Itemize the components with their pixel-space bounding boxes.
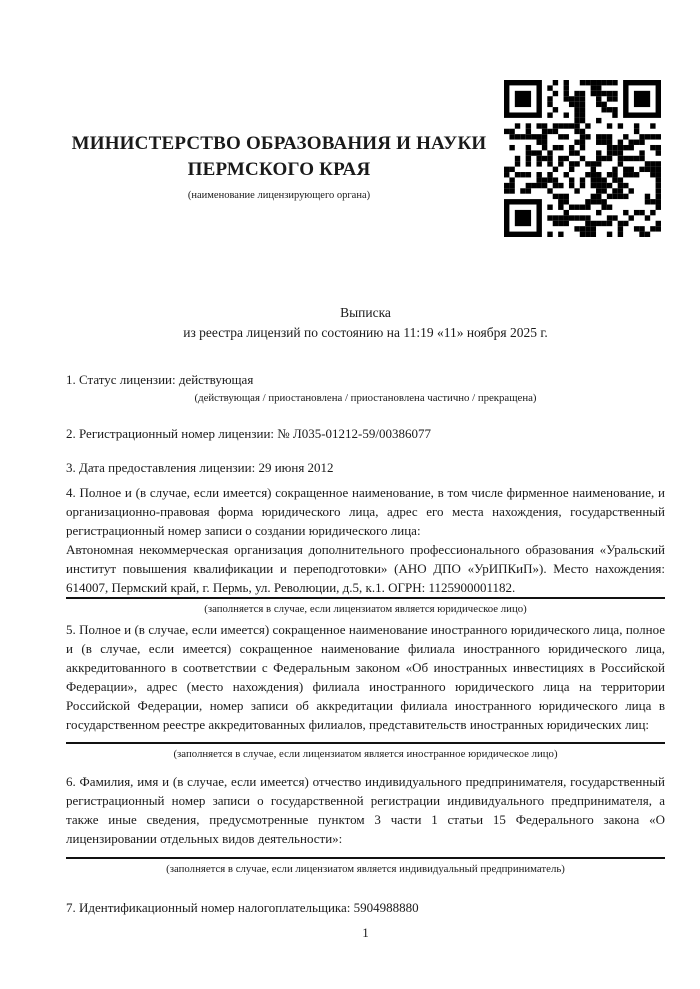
item-legal-entity-value: Автономная некоммерческая организация дополнительного профессионального образования «Уральский институт повышения квалификации и переподготовки» (АНО ДПО «УрИПКиП»). Место нахождения: 614007, Пермский край, г. Пермь, ул. Революции, д.5, к.1. ОГРН: 1125900001182. — [66, 542, 665, 595]
document-title-line1: Выписка — [340, 305, 391, 320]
ministry-name-line1: МИНИСТЕРСТВО ОБРАЗОВАНИЯ И НАУКИ — [71, 133, 487, 154]
page-number: 1 — [362, 925, 369, 940]
item-legal-entity-label: 4. Полное и (в случае, если имеется) сокращенное наименование, в том числе фирменное наименование, и организационно-правовая форма юридического лица, адрес его места нахождения, государственный регистрационный номер записи о создании юридического лица: — [66, 485, 665, 538]
item-license-grant-date: 3. Дата предоставления лицензии: 29 июня 2012 — [66, 460, 334, 475]
item-individual-entrepreneur — [66, 772, 665, 848]
ministry-name-line2: ПЕРМСКОГО КРАЯ — [187, 159, 371, 180]
document-title — [66, 303, 665, 343]
item-license-status: 1. Статус лицензии: действующая — [66, 372, 254, 387]
item-license-status-note: (действующая / приостановлена / приостановлена частично / прекращена) — [194, 392, 537, 404]
issuing-authority-block — [66, 131, 492, 202]
item-taxpayer-number: 7. Идентификационный номер налогоплательщика: 5904988880 — [66, 900, 419, 915]
item-legal-entity — [66, 483, 665, 597]
item-individual-entrepreneur-note: (заполняется в случае, если лицензиатом является индивидуальный предприниматель) — [166, 863, 565, 875]
ministry-caption: (наименование лицензирующего органа) — [187, 190, 371, 201]
item-legal-entity-note: (заполняется в случае, если лицензиатом является юридическое лицо) — [204, 603, 527, 615]
item-individual-entrepreneur-label: 6. Фамилия, имя и (в случае, если имеется) отчество индивидуального предпринимателя, государственный регистрационный номер записи о государственной регистрации индивидуального предпринимателя, а также иные сведения, предусмотренные пунктом 3 части 1 статьи 15 Федерального закона «О лицензировании отдельных видов деятельности»: — [66, 774, 665, 846]
underline-foreign-entity — [66, 742, 665, 744]
item-foreign-entity-label: 5. Полное и (в случае, если имеется) сокращенное наименование иностранного юридического лица, полное и (в случае, если имеется) сокращенное наименование филиала иностранного юридического лица, аккредитованного в соответствии с Федеральным законом «Об иностранных инвестициях в Российской Федерации», адрес (место нахождения) филиала иностранного юридического лица на территории Российской Федерации, номер записи об аккредитации филиала иностранного юридического лица в государственном реестре аккредитованных филиалов, представительств иностранных юридических лиц: — [66, 622, 665, 732]
qr-code-icon — [504, 80, 661, 237]
underline-individual-entrepreneur — [66, 857, 665, 859]
underline-legal-entity — [66, 597, 665, 599]
item-foreign-entity-note: (заполняется в случае, если лицензиатом является иностранное юридическое лицо) — [173, 748, 558, 760]
item-foreign-entity — [66, 620, 665, 734]
document-title-line2: из реестра лицензий по состоянию на 11:19 «11» ноября 2025 г. — [183, 325, 548, 340]
item-registration-number: 2. Регистрационный номер лицензии: № Л035-01212-59/00386077 — [66, 426, 432, 441]
